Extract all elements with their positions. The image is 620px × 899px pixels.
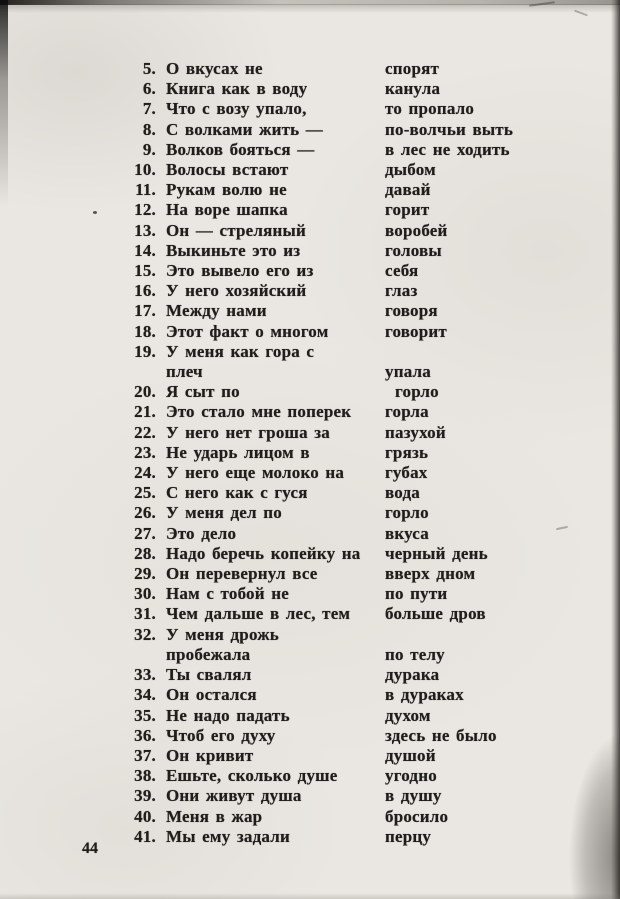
item-right-text: горло <box>395 382 439 402</box>
item-number: 26. <box>134 503 156 523</box>
list-item <box>126 200 580 220</box>
item-number: 29. <box>134 564 156 584</box>
item-number: 6. <box>142 79 156 99</box>
item-right-text: в дураках <box>385 685 464 705</box>
item-left-line: Ешьте, сколько душе <box>166 766 338 786</box>
item-right-text: здесь не было <box>385 725 497 745</box>
item-left-text <box>166 726 385 746</box>
scan-edge-left <box>0 0 8 230</box>
item-right-text: в душу <box>385 786 442 806</box>
item-right-text: говорит <box>385 321 447 341</box>
item-number: 34. <box>134 685 156 705</box>
list-item <box>126 746 580 766</box>
item-left-text <box>166 120 385 140</box>
item-number: 11. <box>135 180 156 200</box>
list-item <box>126 807 580 827</box>
list-item <box>126 79 580 99</box>
item-number: 21. <box>134 402 156 422</box>
list-item <box>126 786 580 806</box>
item-left-line: Между нами <box>166 301 267 321</box>
list-item <box>126 140 580 160</box>
scan-speck <box>93 211 97 214</box>
list-item <box>126 544 580 564</box>
item-right-text: дыбом <box>385 160 436 180</box>
item-left-line: Волков бояться — <box>166 139 315 159</box>
item-left-text <box>166 200 385 220</box>
item-left-text <box>166 544 385 564</box>
item-left-line: Этот факт о многом <box>166 321 329 341</box>
list-item <box>126 564 580 584</box>
item-right-text: то пропало <box>385 99 475 119</box>
list-item <box>126 221 580 241</box>
list-item <box>126 160 580 180</box>
item-right-text: упала <box>385 362 431 382</box>
item-left-continuation: плеч <box>166 362 203 382</box>
list-item <box>126 604 580 624</box>
item-left-text <box>166 382 385 402</box>
list-item <box>126 402 580 422</box>
item-number: 20. <box>134 382 156 402</box>
list-item <box>126 301 580 321</box>
item-number: 17. <box>134 301 156 321</box>
item-right-text: горит <box>385 200 430 220</box>
item-number: 28. <box>134 543 156 563</box>
item-right-text: спорят <box>385 59 440 78</box>
list-item <box>126 665 580 685</box>
item-left-line: Выкиньте это из <box>166 240 301 260</box>
item-left-text <box>166 221 385 241</box>
list-item <box>126 625 580 665</box>
scan-edge-bottom <box>0 893 620 899</box>
item-left-text <box>166 746 385 766</box>
item-left-line: У меня как гора с <box>166 341 315 361</box>
item-number: 25. <box>134 483 156 503</box>
item-left-text <box>166 261 385 281</box>
item-left-text <box>166 160 385 180</box>
item-left-text <box>166 322 385 342</box>
item-number: 18. <box>134 321 156 341</box>
item-number: 40. <box>134 806 156 826</box>
item-left-text <box>166 423 385 443</box>
item-number: 9. <box>142 139 156 159</box>
list-item <box>126 342 580 382</box>
item-left-line: Чтоб его духу <box>166 725 276 745</box>
item-left-text <box>166 564 385 584</box>
item-left-text <box>166 766 385 786</box>
item-number: 7. <box>142 99 156 119</box>
item-number: 10. <box>134 160 156 180</box>
item-left-text <box>166 79 385 99</box>
item-left-continuation: пробежала <box>166 644 251 664</box>
item-left-line: Это дело <box>166 523 237 543</box>
item-left-text <box>166 402 385 422</box>
item-left-line: У меня дрожь <box>166 624 279 644</box>
item-number: 8. <box>142 119 156 139</box>
proverb-list <box>126 59 580 847</box>
item-number: 32. <box>134 624 156 644</box>
item-right-text: больше дров <box>385 604 486 624</box>
item-left-line: Я сыт по <box>166 382 240 402</box>
list-item <box>126 241 580 261</box>
list-item <box>126 463 580 483</box>
item-right-text: вверх дном <box>385 564 476 584</box>
item-left-text <box>166 584 385 604</box>
item-left-line: Рукам волю не <box>166 180 287 200</box>
item-number: 30. <box>134 584 156 604</box>
list-item <box>126 726 580 746</box>
item-left-line: С него как с гуся <box>166 483 308 503</box>
list-item <box>126 322 580 342</box>
item-number: 27. <box>134 523 156 543</box>
item-right-text: по пути <box>385 584 448 604</box>
item-right-text: головы <box>385 240 442 260</box>
item-left-line: Ты свалял <box>166 665 252 685</box>
item-right-text: душой <box>385 745 436 765</box>
item-right-text: пазухой <box>385 422 446 442</box>
item-left-text <box>166 463 385 483</box>
item-left-line: На воре шапка <box>166 200 288 220</box>
item-left-text <box>166 99 385 119</box>
item-number: 13. <box>134 220 156 240</box>
list-item <box>126 99 580 119</box>
item-right-text: духом <box>385 705 431 725</box>
item-right-text: по телу <box>385 644 445 664</box>
item-right-text: себя <box>385 261 419 281</box>
item-right-text: губах <box>385 463 428 483</box>
item-left-line: Он кривит <box>166 745 254 765</box>
item-left-text <box>166 807 385 827</box>
item-left-text <box>166 140 385 160</box>
item-number: 12. <box>134 200 156 220</box>
item-number: 24. <box>134 463 156 483</box>
item-number: 38. <box>134 766 156 786</box>
item-left-line: У меня дел по <box>166 503 282 523</box>
item-number: 39. <box>134 786 156 806</box>
list-item <box>126 483 580 503</box>
item-right-text: грязь <box>385 442 429 462</box>
item-left-line: Мы ему задали <box>166 826 290 846</box>
item-number: 37. <box>134 745 156 765</box>
item-right-text: говоря <box>385 301 438 321</box>
list-item <box>126 524 580 544</box>
item-number: 23. <box>134 442 156 462</box>
item-left-line: Он перевернул все <box>166 564 318 584</box>
item-right-text: глаз <box>385 281 418 301</box>
item-right-text: черный день <box>385 543 488 563</box>
list-item <box>126 120 580 140</box>
list-item <box>126 584 580 604</box>
item-left-text <box>166 503 385 523</box>
list-item <box>126 706 580 726</box>
item-left-text <box>166 685 385 705</box>
item-left-line: Книга как в воду <box>166 79 308 99</box>
item-right-text: перцу <box>385 826 432 846</box>
item-number: 33. <box>134 665 156 685</box>
item-right-text: давай <box>385 180 431 200</box>
item-left-line: У него хозяйский <box>166 281 307 301</box>
item-left-line: Он остался <box>166 685 257 705</box>
item-left-line: Что с возу упало, <box>166 99 307 119</box>
item-right-text: горла <box>385 402 429 422</box>
list-item <box>126 685 580 705</box>
item-left-line: С волками жить — <box>166 119 323 139</box>
item-number: 36. <box>134 725 156 745</box>
item-left-text <box>166 241 385 261</box>
list-item <box>126 180 580 200</box>
item-left-line: Они живут душа <box>166 786 302 806</box>
item-right-text: по-волчьи выть <box>385 119 514 139</box>
item-left-line: Меня в жар <box>166 806 263 826</box>
item-left-line: Это вывело его из <box>166 261 314 281</box>
list-item <box>126 281 580 301</box>
item-number: 35. <box>134 705 156 725</box>
item-number: 19. <box>134 341 156 361</box>
item-right-text: угодно <box>385 766 437 786</box>
item-right-text: дурака <box>385 665 440 685</box>
item-left-line: О вкусах не <box>166 59 263 78</box>
item-left-text <box>166 786 385 806</box>
list-item <box>126 766 580 786</box>
item-right-text: вода <box>385 483 420 503</box>
item-right-text: вкуса <box>385 523 429 543</box>
item-number: 16. <box>134 281 156 301</box>
item-left-text <box>166 604 385 624</box>
list-item <box>126 59 580 79</box>
item-left-text <box>166 706 385 726</box>
item-left-line: Нам с тобой не <box>166 584 289 604</box>
item-left-text <box>166 342 385 382</box>
item-left-line: Он — стреляный <box>166 220 307 240</box>
item-left-text <box>166 180 385 200</box>
list-item <box>126 503 580 523</box>
item-right-text: бросило <box>385 806 449 826</box>
item-left-line: Это стало мне поперек <box>166 402 352 422</box>
item-number: 5. <box>142 59 156 78</box>
item-left-text <box>166 665 385 685</box>
item-number: 14. <box>134 240 156 260</box>
item-left-line: Не надо падать <box>166 705 290 725</box>
item-right-text: канула <box>385 79 441 99</box>
item-left-text <box>166 301 385 321</box>
item-number: 22. <box>134 422 156 442</box>
list-item <box>126 261 580 281</box>
item-left-line: Надо беречь копейку на <box>166 543 361 563</box>
item-left-text <box>166 625 385 665</box>
item-left-text <box>166 524 385 544</box>
item-right-text: в лес не ходить <box>385 139 510 159</box>
item-left-text <box>166 827 385 847</box>
item-left-line: Чем дальше в лес, тем <box>166 604 351 624</box>
item-number: 15. <box>134 261 156 281</box>
item-left-text <box>166 281 385 301</box>
item-left-line: У него нет гроша за <box>166 422 330 442</box>
list-item <box>126 382 580 402</box>
item-left-text <box>166 59 385 79</box>
page-number: 44 <box>82 840 98 857</box>
item-left-line: Волосы встают <box>166 160 289 180</box>
list-item <box>126 827 580 847</box>
list-item <box>126 423 580 443</box>
item-left-text <box>166 483 385 503</box>
item-number: 31. <box>134 604 156 624</box>
list-item <box>126 443 580 463</box>
item-left-text <box>166 443 385 463</box>
item-right-text: горло <box>385 503 429 523</box>
item-left-line: У него еще молоко на <box>166 463 345 483</box>
scan-edge-top-shadow <box>0 4 620 13</box>
item-right-text: воробей <box>385 220 448 240</box>
item-number: 41. <box>134 826 156 846</box>
item-left-line: Не ударь лицом в <box>166 442 310 462</box>
